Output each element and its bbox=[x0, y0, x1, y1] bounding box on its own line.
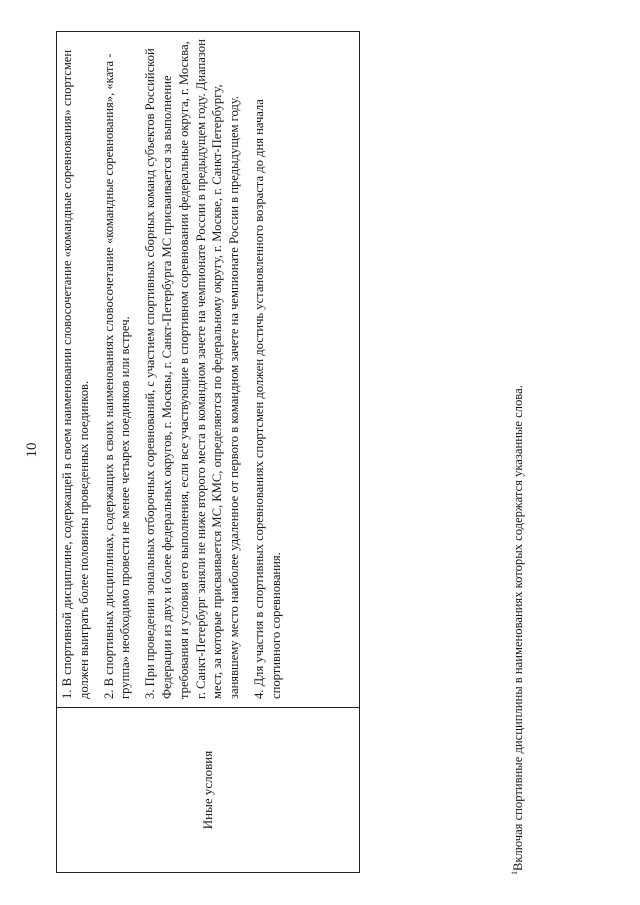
clause-1: 1. В спортивной дисциплине, содержащей в своем наименовании словосочетание «командные соревнования» спортсмен должен выиграть более половины проведенных поединков. bbox=[60, 49, 91, 699]
clause-2: 2. В спортивных дисциплинах, содержащих в своих наименованиях словосочетание «командные соревнования», «ката - группа» необходимо провести не менее четырех поединков или встреч. bbox=[101, 53, 133, 699]
footnote bbox=[510, 385, 526, 875]
conditions-table bbox=[56, 31, 360, 873]
table-content-cell bbox=[57, 32, 359, 707]
page-number: 10 bbox=[24, 442, 40, 458]
clause-4: 4. Для участия в спортивных соревнованиях спортсмен должен достичь установленного возраста до дня начала спортивного соревнования. bbox=[251, 99, 283, 699]
table-label: Иные условия bbox=[200, 750, 215, 830]
clause-3: 3. При проведении зональных отборочных соревнований, с участием спортивных сборных команд субъектов Российской Федерации из двух и более федеральных округов, г. Москвы, г. Санкт-Петербурга МС присваивается за выполнение требования и условия его выполнения, если все участвующие в спортивном соревновании федеральные округа, г. Москва, г. Санкт-Петербург заняли не ниже второго места в командном зачете на чемпионате России в предыдущем году. Диапазон мест, за которые присваивается МС, КМС, определяются по федеральному округу, г. Москве, г. Санкт-Петербургу, занявшему место наиболее удаленное от первого в командном зачете на чемпионате России в предыдущем году. bbox=[143, 39, 242, 699]
table-label-cell bbox=[57, 707, 359, 872]
footnote-text: Включая спортивные дисциплины в наименованиях которых содержатся указанные слова. bbox=[511, 385, 526, 871]
footnote-marker: 1 bbox=[510, 871, 519, 875]
